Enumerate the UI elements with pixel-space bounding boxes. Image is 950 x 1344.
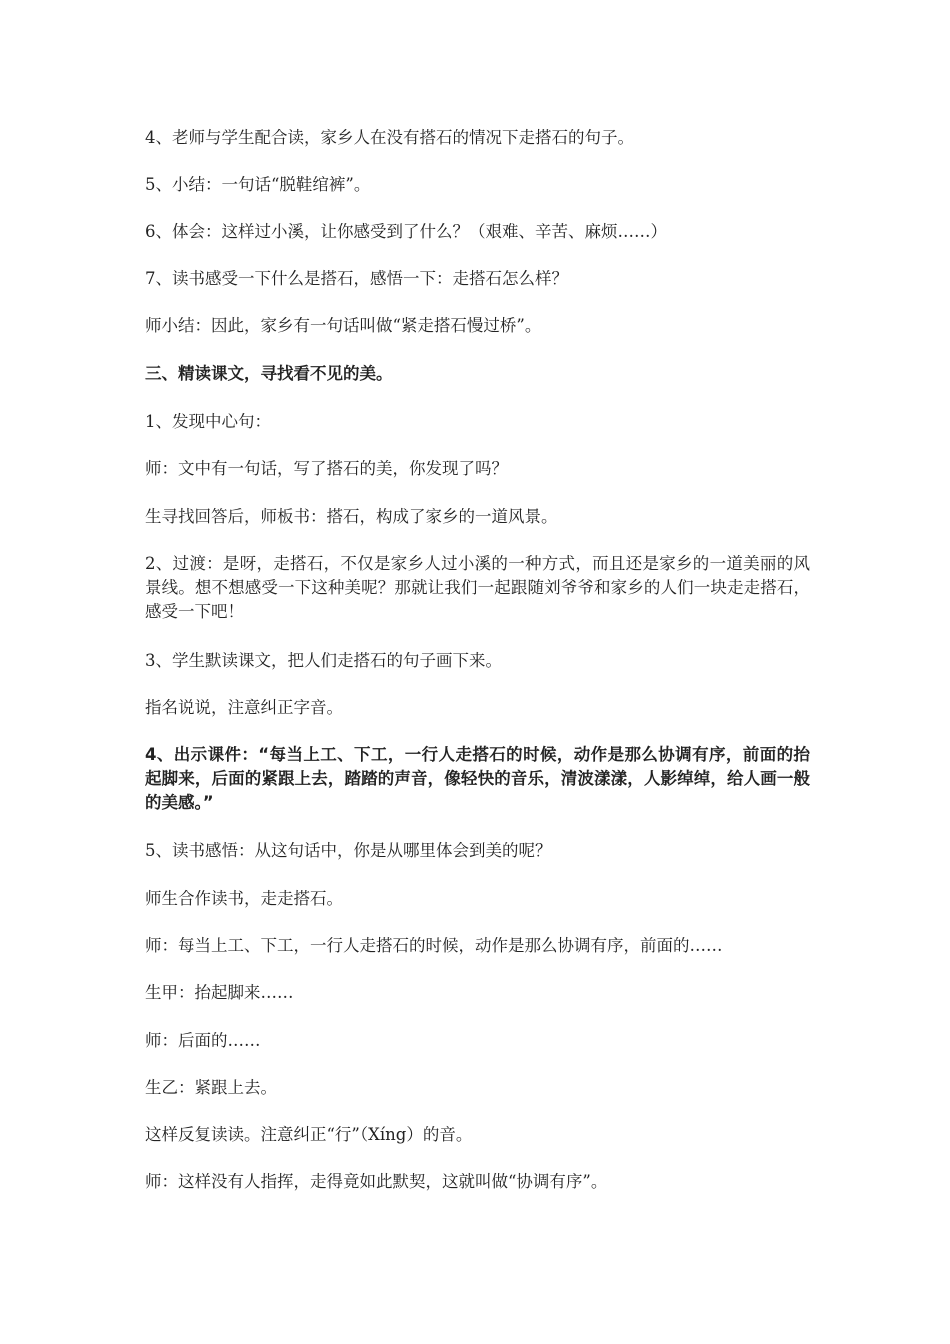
- paragraph-courseware-quote: 4、出示课件：“每当上工、下工，一行人走搭石的时候，动作是那么协调有序，前面的抬起脚来，后面的紧跟上去，踏踏的声音，像轻快的音乐，清波漾漾，人影绰绰，给人画一般的美感。”: [145, 745, 810, 812]
- paragraph-repeat-reading: 这样反复读读。注意纠正“行”（Xíng）的音。: [145, 1125, 473, 1144]
- paragraph-student-b: 生乙：紧跟上去。: [145, 1078, 277, 1097]
- paragraph-blackboard: 生寻找回答后，师板书：搭石，构成了家乡的一道风景。: [145, 507, 558, 526]
- paragraph-coordination: 师：这样没有人指挥，走得竟如此默契，这就叫做“协调有序”。: [145, 1172, 608, 1191]
- paragraph-transition: 2、过渡：是呀，走搭石，不仅是家乡人过小溪的一种方式，而且还是家乡的一道美丽的风景线。想不想感受一下这种美呢？那就让我们一起跟随刘爷爷和家乡的人们一块走走搭石，感受一下吧！: [145, 554, 810, 621]
- paragraph-teacher-question: 师：文中有一句话，写了搭石的美，你发现了吗？: [145, 459, 508, 478]
- paragraph-teacher-summary: 师小结：因此，家乡有一句话叫做“紧走搭石慢过桥”。: [145, 316, 542, 335]
- paragraph-cooperative-reading: 师生合作读书，走走搭石。: [145, 889, 343, 908]
- paragraph-summary-phrase: 5、小结：一句话“脱鞋绾裤”。: [145, 175, 371, 194]
- paragraph-experience: 6、体会：这样过小溪，让你感受到了什么？（艰难、辛苦、麻烦……）: [145, 222, 667, 241]
- paragraph-silent-reading: 3、学生默读课文，把人们走搭石的句子画下来。: [145, 651, 502, 670]
- paragraph-read-together: 4、老师与学生配合读，家乡人在没有搭石的情况下走搭石的句子。: [145, 128, 634, 147]
- paragraph-teacher-line: 师：每当上工、下工，一行人走搭石的时候，动作是那么协调有序，前面的……: [145, 936, 723, 955]
- paragraph-teacher-behind: 师：后面的……: [145, 1031, 261, 1050]
- paragraph-student-a: 生甲：抬起脚来……: [145, 983, 294, 1002]
- paragraph-read-feel: 7、读书感受一下什么是搭石，感悟一下：走搭石怎么样？: [145, 269, 568, 288]
- paragraph-read-insight: 5、读书感悟：从这句话中，你是从哪里体会到美的呢？: [145, 841, 552, 860]
- section-heading: 三、精读课文，寻找看不见的美。: [145, 364, 393, 383]
- paragraph-central-sentence: 1、发现中心句：: [145, 412, 271, 431]
- paragraph-pronunciation: 指名说说，注意纠正字音。: [145, 698, 343, 717]
